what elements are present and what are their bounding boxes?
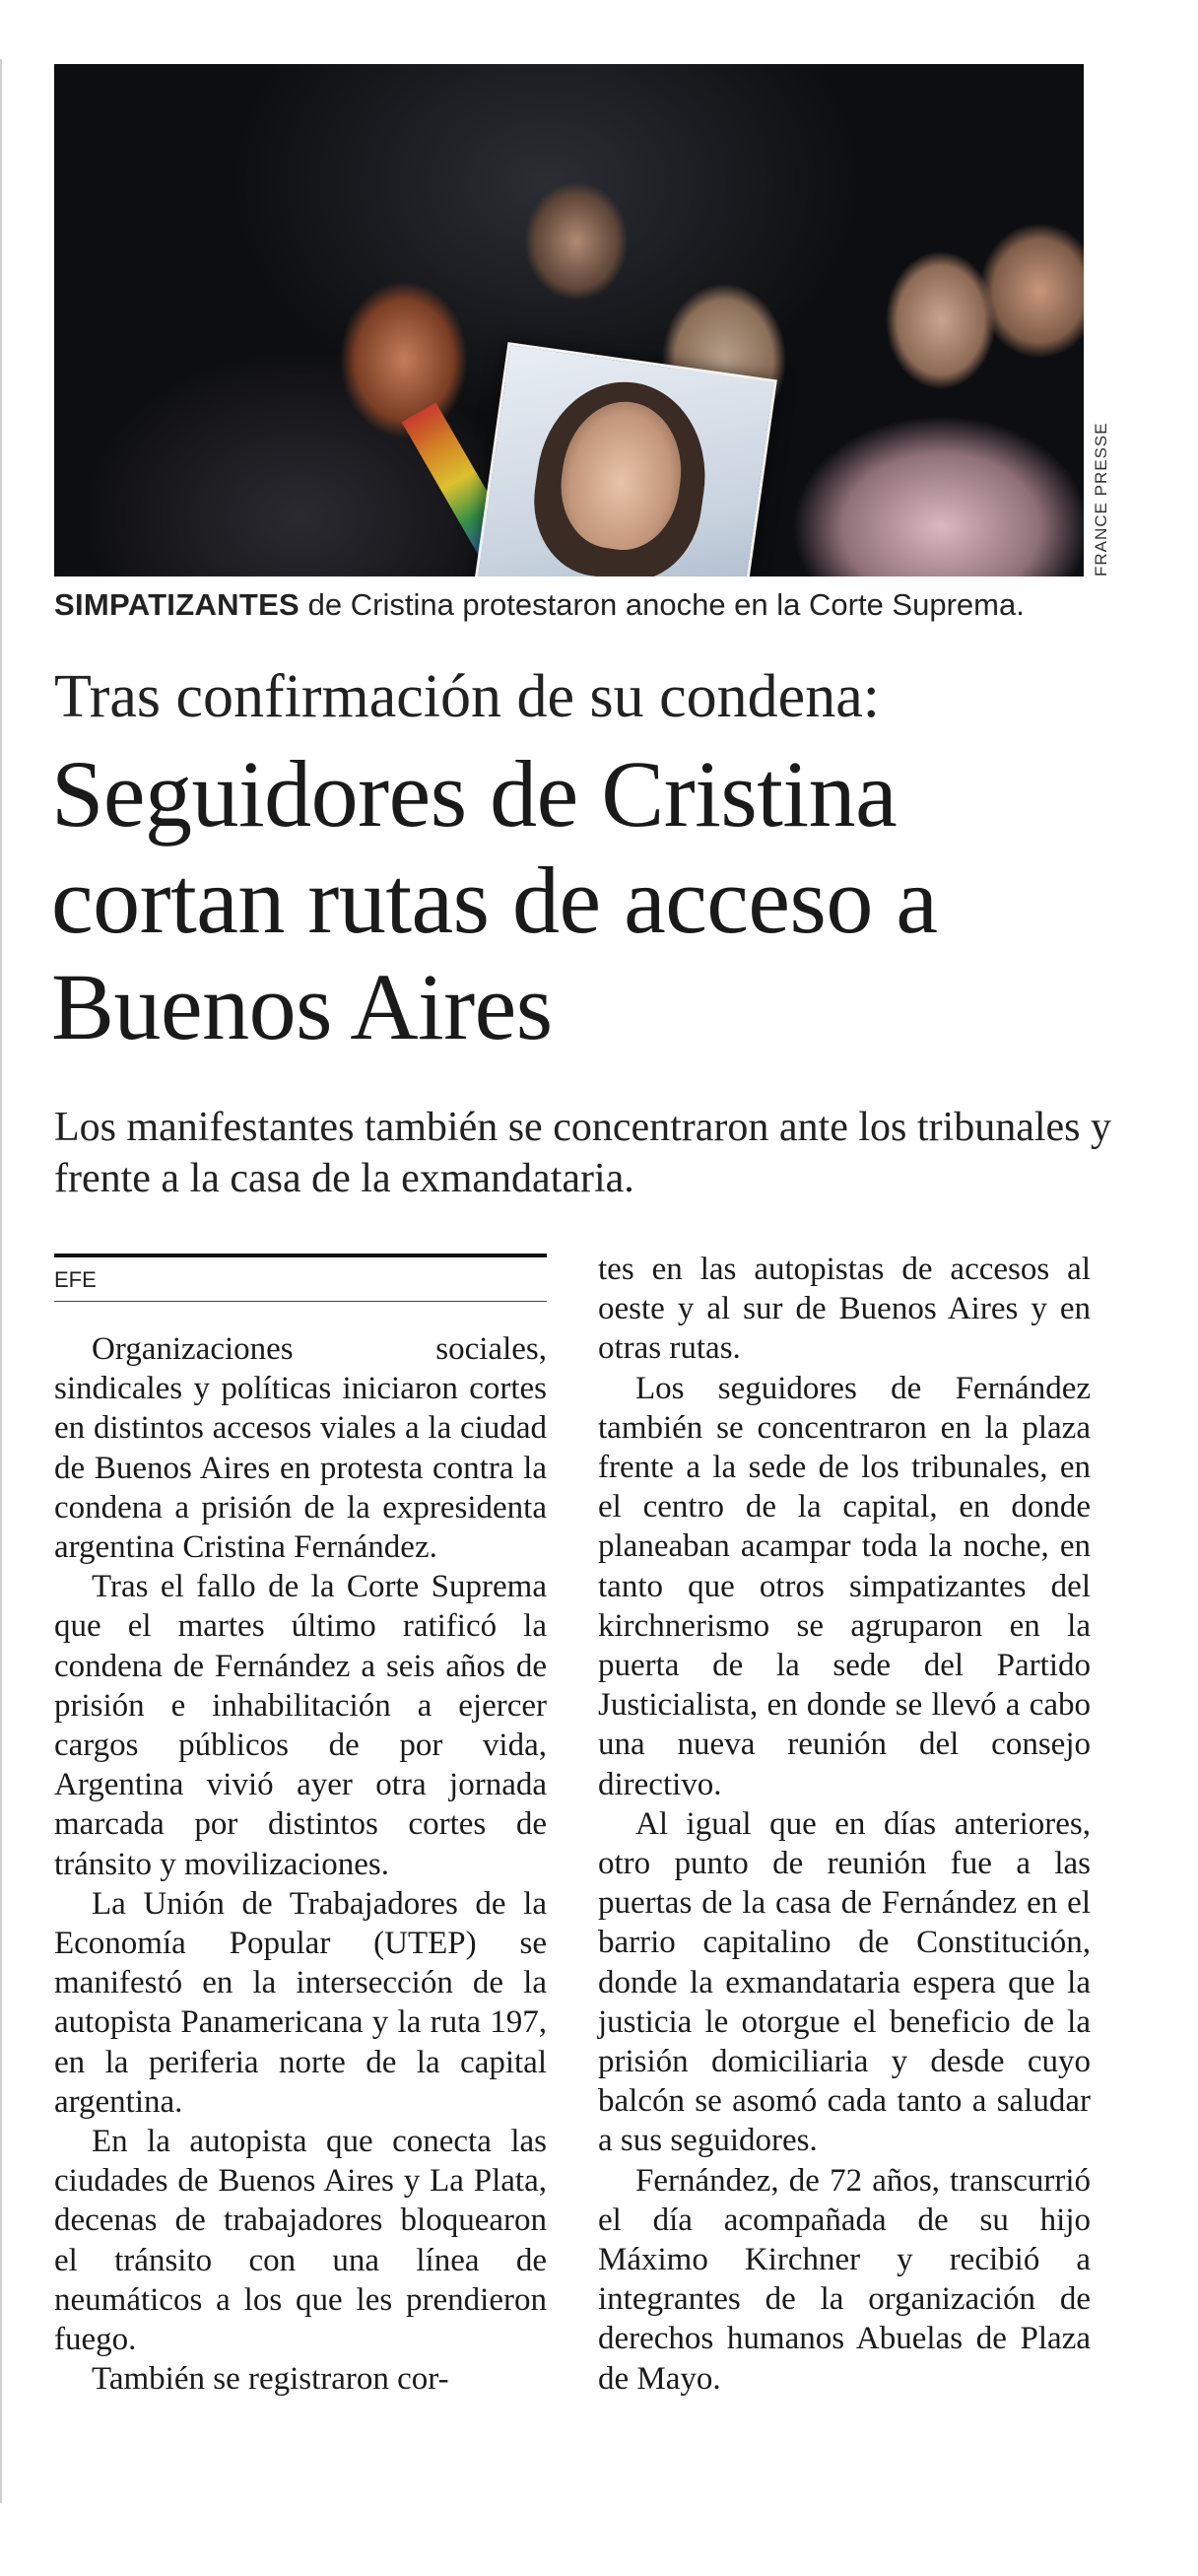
- agency-top-rule: [54, 1254, 547, 1257]
- caption-text: de Cristina protestaron anoche en la Corte Suprema.: [300, 587, 1025, 622]
- photo-credit: FRANCE PRESSE: [1092, 422, 1110, 576]
- body-column-1: [54, 1329, 547, 2399]
- paragraph-continued: tes en las autopistas de accesos al oeste y al sur de Buenos Aires y en otras rutas.: [598, 1252, 1091, 1367]
- paragraph: Los seguidores de Fernández también se concentraron en la plaza frente a la sede de los tribunales, en el centro de la capital, en donde planeaban acampar toda la noche, en tanto que otros simpatizantes del kirchnerismo se agruparon en la puerta de la sede del Partido Justicialista, en donde se llevó a cabo una nueva reunión del consejo directivo.: [598, 1370, 1091, 1802]
- agency-byline: EFE: [54, 1267, 97, 1292]
- paragraph: También se registraron cor-: [92, 2361, 449, 2398]
- caption-lead: SIMPATIZANTES: [54, 587, 300, 622]
- paragraph: Tras el fallo de la Corte Suprema que el martes último ratificó la condena de Fernández a seis años de prisión e inhabilitación a ejercer cargos públicos de por vida, Argentina vivió ayer otra jornada marcada por distintos cortes de tránsito y movilizaciones.: [54, 1569, 547, 1882]
- page-edge-rule: [0, 59, 2, 2503]
- news-photo: [54, 64, 1084, 576]
- body-column-2: [598, 1250, 1091, 2399]
- kicker: Tras confirmación de su condena:: [54, 663, 880, 730]
- paragraph: Al igual que en días anteriores, otro punto de reunión fue a las puertas de la casa de Fernández en el barrio capitalino de Constitución, donde la exmandataria espera que la justicia le otorgue el beneficio de la prisión domiciliaria y desde cuyo balcón se asomó cada tanto a saludar a sus seguidores.: [598, 1805, 1091, 2159]
- paragraph: La Unión de Trabajadores de la Economía Popular (UTEP) se manifestó en la intersección de la autopista Panamericana y la ruta 197, en la periferia norte de la capital argentina.: [54, 1885, 547, 2120]
- photo-caption: [54, 587, 1098, 623]
- headline: Seguidores de Cristina cortan rutas de acceso a Buenos Aires: [51, 741, 938, 1059]
- paragraph: Organizaciones sociales, sindicales y políticas iniciaron cortes en distintos accesos viales a la ciudad de Buenos Aires en protesta contra la condena a prisión de la expresidenta argentina Cristina Fernández.: [54, 1331, 547, 1566]
- portrait-poster: [470, 342, 777, 576]
- deck-subheadline: Los manifestantes también se concentraron ante los tribunales y frente a la casa de la exmandataria.: [54, 1105, 1111, 1201]
- paragraph: Fernández, de 72 años, transcurrió el día acompañada de su hijo Máximo Kirchner y recibió a integrantes de la organización de derechos humanos Abuelas de Plaza de Mayo.: [598, 2162, 1091, 2397]
- paragraph: En la autopista que conecta las ciudades de Buenos Aires y La Plata, decenas de trabajadores bloquearon el tránsito con una línea de neumáticos a los que les prendieron fuego.: [54, 2124, 547, 2358]
- agency-bottom-rule: [54, 1301, 547, 1302]
